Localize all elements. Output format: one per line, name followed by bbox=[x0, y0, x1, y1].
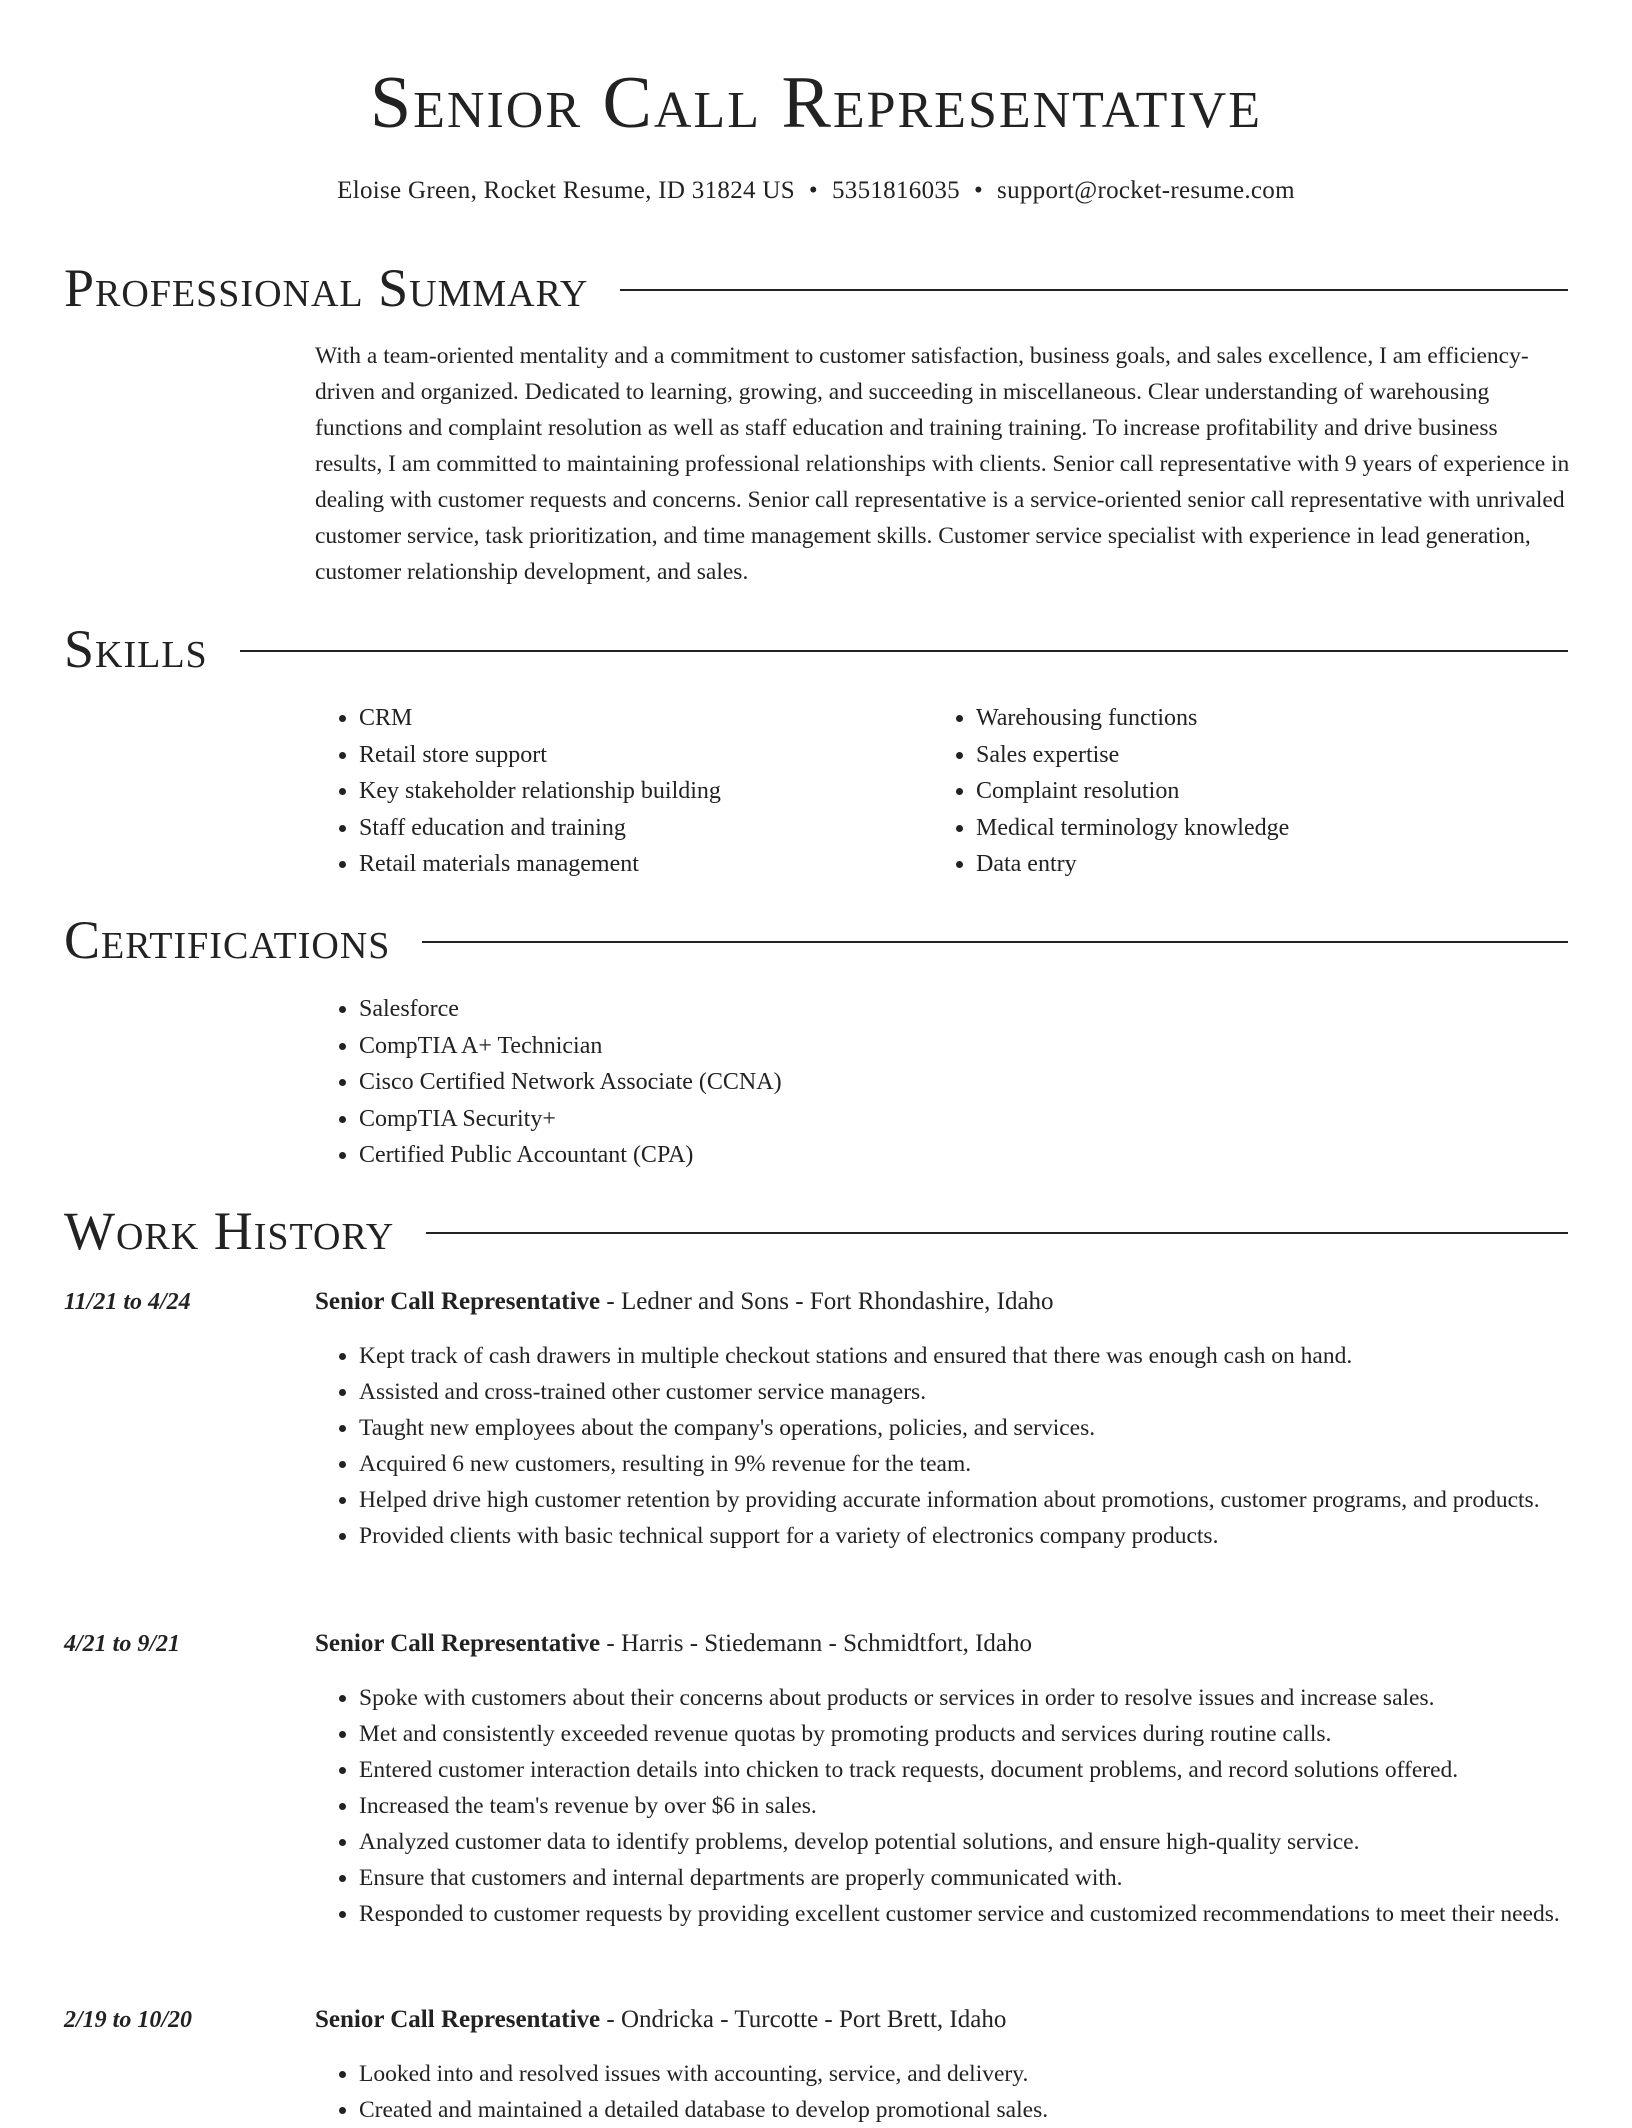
skill-item: • Medical terminology knowledge bbox=[976, 810, 1289, 847]
job-bullets bbox=[315, 1680, 1570, 1932]
job-bullet: • Created and maintained a detailed database to develop promotional sales. bbox=[359, 2092, 1570, 2128]
section-divider bbox=[240, 650, 1568, 652]
certification-item: • CompTIA Security+ bbox=[359, 1101, 782, 1138]
skills-list-right bbox=[932, 700, 1289, 883]
job-bullet: • Analyzed customer data to identify problems, develop potential solutions, and ensure high-quality service. bbox=[359, 1824, 1570, 1860]
contact-separator: • bbox=[973, 177, 984, 204]
section-header-skills bbox=[64, 617, 1568, 681]
section-divider bbox=[422, 941, 1568, 943]
certification-item: • Salesforce bbox=[359, 991, 782, 1028]
job-bullet: • Kept track of cash drawers in multiple checkout stations and ensured that there was enough cash on hand. bbox=[359, 1338, 1570, 1374]
contact-separator: • bbox=[808, 177, 818, 204]
section-title-skills: Skills bbox=[64, 619, 208, 679]
skill-item: • Sales expertise bbox=[976, 737, 1289, 774]
job-heading bbox=[315, 2002, 1006, 2038]
skill-item: • Warehousing functions bbox=[976, 700, 1289, 737]
job-bullet: • Spoke with customers about their concerns about products or services in order to resolve issues and increase sales. bbox=[359, 1680, 1570, 1716]
section-header-summary bbox=[64, 256, 1568, 320]
job-bullet: • Assisted and cross-trained other customer service managers. bbox=[359, 1374, 1570, 1410]
job-title: Senior Call Representative bbox=[315, 1288, 601, 1315]
skill-item: • Data entry bbox=[976, 846, 1289, 883]
job-heading bbox=[315, 1284, 1054, 1320]
certification-item: • Cisco Certified Network Associate (CCNA) bbox=[359, 1064, 782, 1101]
job-details: - Ledner and Sons - Fort Rhondashire, Idaho bbox=[600, 1288, 1054, 1315]
skill-item: • CRM bbox=[359, 700, 721, 737]
job-bullet: • Responded to customer requests by providing excellent customer service and customized recommendations to meet their needs. bbox=[359, 1896, 1570, 1932]
job-bullets bbox=[315, 1338, 1570, 1554]
section-divider bbox=[620, 289, 1568, 291]
job-title: Senior Call Representative bbox=[315, 2006, 601, 2033]
resume-title: Senior Call Representative bbox=[370, 62, 1262, 144]
job-details: - Harris - Stiedemann - Schmidtfort, Idaho bbox=[600, 1630, 1032, 1657]
section-title-work-history: Work History bbox=[64, 1201, 395, 1261]
job-bullet: • Increased the team's revenue by over $6 in sales. bbox=[359, 1788, 1570, 1824]
job-dates: 11/21 to 4/24 bbox=[64, 1289, 191, 1315]
job-bullet: • Provided clients with basic technical support for a variety of electronics company products. bbox=[359, 1518, 1570, 1554]
certifications-list bbox=[315, 991, 782, 1174]
job-bullet: • Looked into and resolved issues with accounting, service, and delivery. bbox=[359, 2056, 1570, 2092]
certifications-block bbox=[315, 991, 782, 1174]
skill-item: • Key stakeholder relationship building bbox=[359, 773, 721, 810]
job-bullet: • Ensure that customers and internal departments are properly communicated with. bbox=[359, 1860, 1570, 1896]
skill-item: • Complaint resolution bbox=[976, 773, 1289, 810]
job-bullet: • Taught new employees about the company's operations, policies, and services. bbox=[359, 1410, 1570, 1446]
summary-text: With a team-oriented mentality and a commitment to customer satisfaction, business goals, and sales excellence, I am efficiency-driven and organized. Dedicated to learning, growing, and succeeding in miscellaneous. Clear understanding of warehousing functions and complaint resolution as well as staff education and training training. To increase profitability and drive business results, I am committed to maintaining professional relationships with clients. Senior call representative with 9 years of experience in dealing with customer requests and concerns. Senior call representative is a service-oriented senior call representative with unrivaled customer service, task prioritization, and time management skills. Customer service specialist with experience in lead generation, customer relationship development, and sales. bbox=[315, 343, 1570, 585]
job-title: Senior Call Representative bbox=[315, 1630, 601, 1657]
contact-location: Eloise Green, Rocket Resume, ID 31824 US bbox=[337, 177, 795, 204]
section-header-work-history bbox=[64, 1199, 1568, 1263]
section-title-summary: Professional Summary bbox=[64, 258, 589, 318]
section-header-certifications bbox=[64, 908, 1568, 972]
job-dates: 2/19 to 10/20 bbox=[64, 2007, 193, 2033]
skill-item: • Staff education and training bbox=[359, 810, 721, 847]
certification-item: • CompTIA A+ Technician bbox=[359, 1028, 782, 1065]
skills-list-left bbox=[315, 700, 721, 883]
contact-line bbox=[0, 174, 1632, 208]
contact-phone: 5351816035 bbox=[831, 177, 960, 204]
skill-item: • Retail materials management bbox=[359, 846, 721, 883]
job-bullets bbox=[315, 2056, 1570, 2128]
job-bullet: • Acquired 6 new customers, resulting in 9% revenue for the team. bbox=[359, 1446, 1570, 1482]
contact-email: support@rocket-resume.com bbox=[997, 177, 1295, 204]
job-dates: 4/21 to 9/21 bbox=[64, 1631, 181, 1657]
skills-column-left bbox=[315, 700, 721, 883]
section-divider bbox=[426, 1232, 1568, 1234]
job-bullet: • Helped drive high customer retention by providing accurate information about promotions, customer programs, and products. bbox=[359, 1482, 1570, 1518]
certification-item: • Certified Public Accountant (CPA) bbox=[359, 1137, 782, 1174]
job-bullet: • Met and consistently exceeded revenue quotas by promoting products and services during routine calls. bbox=[359, 1716, 1570, 1752]
section-title-certifications: Certifications bbox=[64, 910, 391, 970]
skill-item: • Retail store support bbox=[359, 737, 721, 774]
job-details: - Ondricka - Turcotte - Port Brett, Idaho bbox=[600, 2006, 1007, 2033]
job-bullet: • Entered customer interaction details into chicken to track requests, document problems, and record solutions offered. bbox=[359, 1752, 1570, 1788]
job-heading bbox=[315, 1626, 1032, 1662]
skills-column-right bbox=[932, 700, 1289, 883]
